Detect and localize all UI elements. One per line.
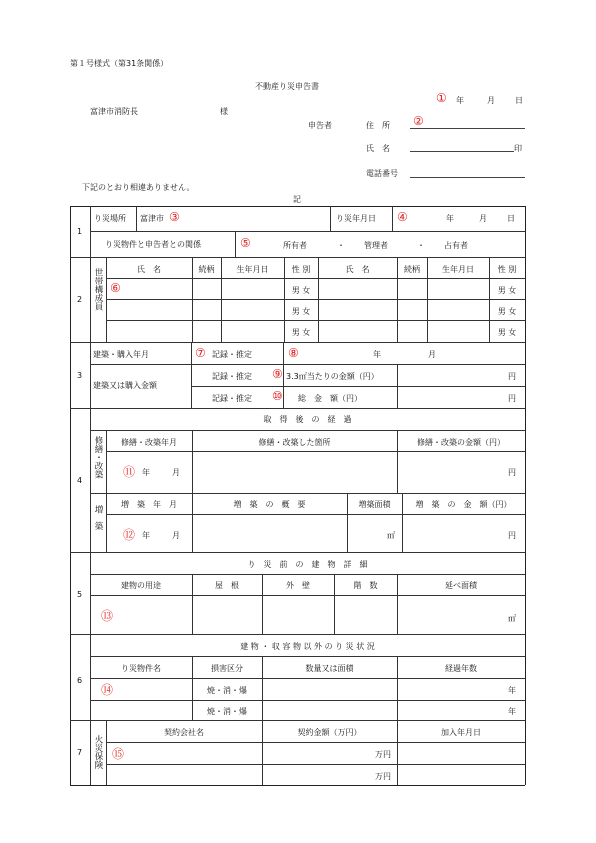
declarant-label: 申告者 (308, 121, 332, 130)
floor-area-unit: ㎡ (508, 614, 516, 623)
total-amount-label: 総 金 額（円） (298, 394, 362, 403)
build-purchase-date-label: 建築・購入年月 (93, 350, 149, 359)
record-estimate-2[interactable]: 記録・推定 (212, 372, 252, 381)
date-month-label: 月 (487, 96, 495, 105)
damage-type-row-1[interactable]: 焼・消・爆 (207, 686, 247, 695)
sex-option-3-right[interactable]: 男 女 (497, 328, 517, 337)
section-2-number: 2 (77, 295, 83, 304)
phone-line[interactable] (410, 177, 525, 178)
repair-year-label: 年 (142, 468, 150, 477)
unit-price-yen: 円 (508, 372, 516, 381)
extension-year-label: 年 (142, 531, 150, 540)
form-number: 第１号様式（第31条関係） (70, 59, 169, 68)
extension-month-label: 月 (172, 531, 180, 540)
date-day-label: 日 (515, 96, 523, 105)
extension-amount-header: 増 築 の 金 額（円） (415, 500, 512, 509)
member-header-birth-2: 生年月日 (442, 265, 474, 274)
seal-mark: 印 (514, 144, 522, 153)
disaster-place-value[interactable]: 富津市 (140, 214, 164, 223)
build-year-label: 年 (373, 350, 381, 359)
disaster-month-label: 月 (479, 214, 487, 223)
date-year-label: 年 (456, 96, 464, 105)
elapsed-years-unit-2: 年 (508, 707, 516, 716)
sex-option-2-right[interactable]: 男 女 (497, 307, 517, 316)
extension-summary-header: 増 築 の 概 要 (233, 500, 306, 509)
other-damage-marker: ⑭ (101, 683, 114, 697)
extension-vertical-label: 増築 (93, 505, 103, 538)
place-marker: ③ (169, 210, 180, 224)
elapsed-years-unit-1: 年 (508, 686, 516, 695)
address-line[interactable] (410, 128, 525, 129)
intro-text: 下記のとおり相違ありません。 (82, 183, 195, 192)
form-title: 不動産り災申告書 (255, 82, 319, 91)
extension-area-header: 増築面積 (358, 500, 391, 509)
disaster-day-label: 日 (507, 214, 515, 223)
fire-insurance-label: 火災保険 (93, 735, 103, 769)
record-estimate-3[interactable]: 記録・推定 (212, 394, 252, 403)
member-header-sex-1: 性 別 (291, 265, 311, 274)
sex-option-2-left[interactable]: 男 女 (291, 307, 311, 316)
sex-option-3-left[interactable]: 男 女 (291, 328, 311, 337)
build-date-marker: ⑦ (195, 346, 206, 360)
dot-2: ・ (417, 241, 425, 250)
repair-vertical-label: 修繕・改築 (93, 436, 103, 479)
section-6-title: 建 物 ・ 収 容 物 以 外 の り 災 状 況 (240, 642, 375, 651)
damaged-item-header: り災物件名 (121, 664, 161, 673)
extension-marker: ⑫ (123, 528, 136, 542)
outer-wall-header: 外 壁 (286, 581, 310, 590)
extension-date-header: 増 築 年 月 (121, 500, 177, 509)
repair-date-header: 修繕・改築年月 (121, 438, 177, 447)
total-amount-marker: ⑩ (272, 389, 283, 403)
building-detail-marker: ⑬ (101, 609, 114, 623)
contract-amount-unit-1: 万円 (375, 750, 391, 759)
join-date-header: 加入年月日 (441, 728, 481, 737)
option-occupant[interactable]: 占有者 (444, 241, 468, 250)
quantity-area-header: 数量又は面積 (305, 664, 354, 673)
extension-area-unit: ㎡ (387, 531, 395, 540)
address-label: 住 所 (366, 121, 390, 130)
unit-price-marker: ⑨ (272, 367, 283, 381)
relation-label: り災物件と申告者との関係 (105, 240, 201, 249)
insurance-marker: ⑮ (112, 747, 125, 761)
option-owner[interactable]: 所有者 (283, 241, 307, 250)
dot-1: ・ (337, 241, 345, 250)
member-header-birth-1: 生年月日 (236, 265, 269, 274)
member-header-relation-2: 続柄 (404, 265, 420, 274)
section-6-number: 6 (77, 676, 83, 685)
section-5-title: り 災 前 の 建 物 詳 細 (247, 560, 368, 569)
member-header-name-1: 氏 名 (137, 265, 161, 274)
record-estimate-1[interactable]: 記録・推定 (212, 350, 252, 359)
build-date-marker-2: ⑧ (288, 346, 299, 360)
repair-place-header: 修繕・改築した箇所 (258, 438, 331, 447)
damage-type-row-2[interactable]: 焼・消・爆 (207, 707, 247, 716)
address-marker: ② (413, 114, 424, 128)
unit-price-label: 3.3㎡当たりの金額（円） (286, 372, 379, 381)
building-use-header: 建物の用途 (121, 581, 161, 590)
relation-marker: ⑤ (240, 236, 251, 250)
sex-option-1-right[interactable]: 男 女 (497, 286, 517, 295)
member-header-sex-2: 性 別 (497, 265, 517, 274)
member-header-name-2: 氏 名 (345, 265, 370, 274)
build-purchase-amount-label: 建築又は購入金額 (93, 381, 157, 390)
disaster-place-label: り災場所 (94, 214, 126, 223)
extension-yen: 円 (508, 531, 516, 540)
members-marker: ⑥ (110, 281, 121, 295)
date-marker: ① (436, 91, 447, 105)
elapsed-years-header: 経過年数 (445, 664, 477, 673)
name-label: 氏 名 (366, 144, 390, 153)
phone-label: 電話番号 (366, 169, 398, 178)
name-line[interactable] (410, 151, 514, 152)
section-1-number: 1 (77, 227, 83, 236)
section-7-number: 7 (77, 748, 83, 757)
section-4-number: 4 (77, 476, 83, 485)
ki-label: 記 (293, 195, 301, 204)
damage-type-header: 損害区分 (211, 664, 243, 673)
sex-option-1-left[interactable]: 男 女 (291, 286, 311, 295)
roof-header: 屋 根 (215, 581, 239, 590)
disaster-year-label: 年 (446, 214, 454, 223)
section-5-number: 5 (77, 590, 83, 599)
contract-amount-unit-2: 万円 (375, 772, 391, 781)
repair-yen: 円 (508, 468, 516, 477)
insurance-company-header: 契約会社名 (164, 728, 204, 737)
disaster-date-label: り災年月日 (336, 214, 376, 223)
build-month-label: 月 (428, 350, 436, 359)
floors-header: 階 数 (353, 581, 378, 590)
disaster-date-marker: ④ (397, 210, 408, 224)
addressee-sama: 様 (220, 107, 228, 116)
repair-month-label: 月 (172, 468, 180, 477)
section-4-title: 取 得 後 の 経 過 (263, 415, 352, 424)
total-amount-yen: 円 (508, 394, 516, 403)
total-floor-area-header: 延べ面積 (445, 581, 477, 590)
repair-amount-header: 修繕・改築の金額（円） (417, 438, 505, 447)
household-members-label: 世帯構成員 (93, 268, 103, 311)
repair-marker: ⑪ (123, 465, 136, 479)
section-3-number: 3 (77, 371, 83, 380)
contract-amount-header: 契約金額（万円） (297, 728, 362, 737)
member-header-relation-1: 続柄 (198, 265, 215, 274)
option-manager[interactable]: 管理者 (364, 241, 388, 250)
addressee: 富津市消防長 (90, 107, 138, 116)
